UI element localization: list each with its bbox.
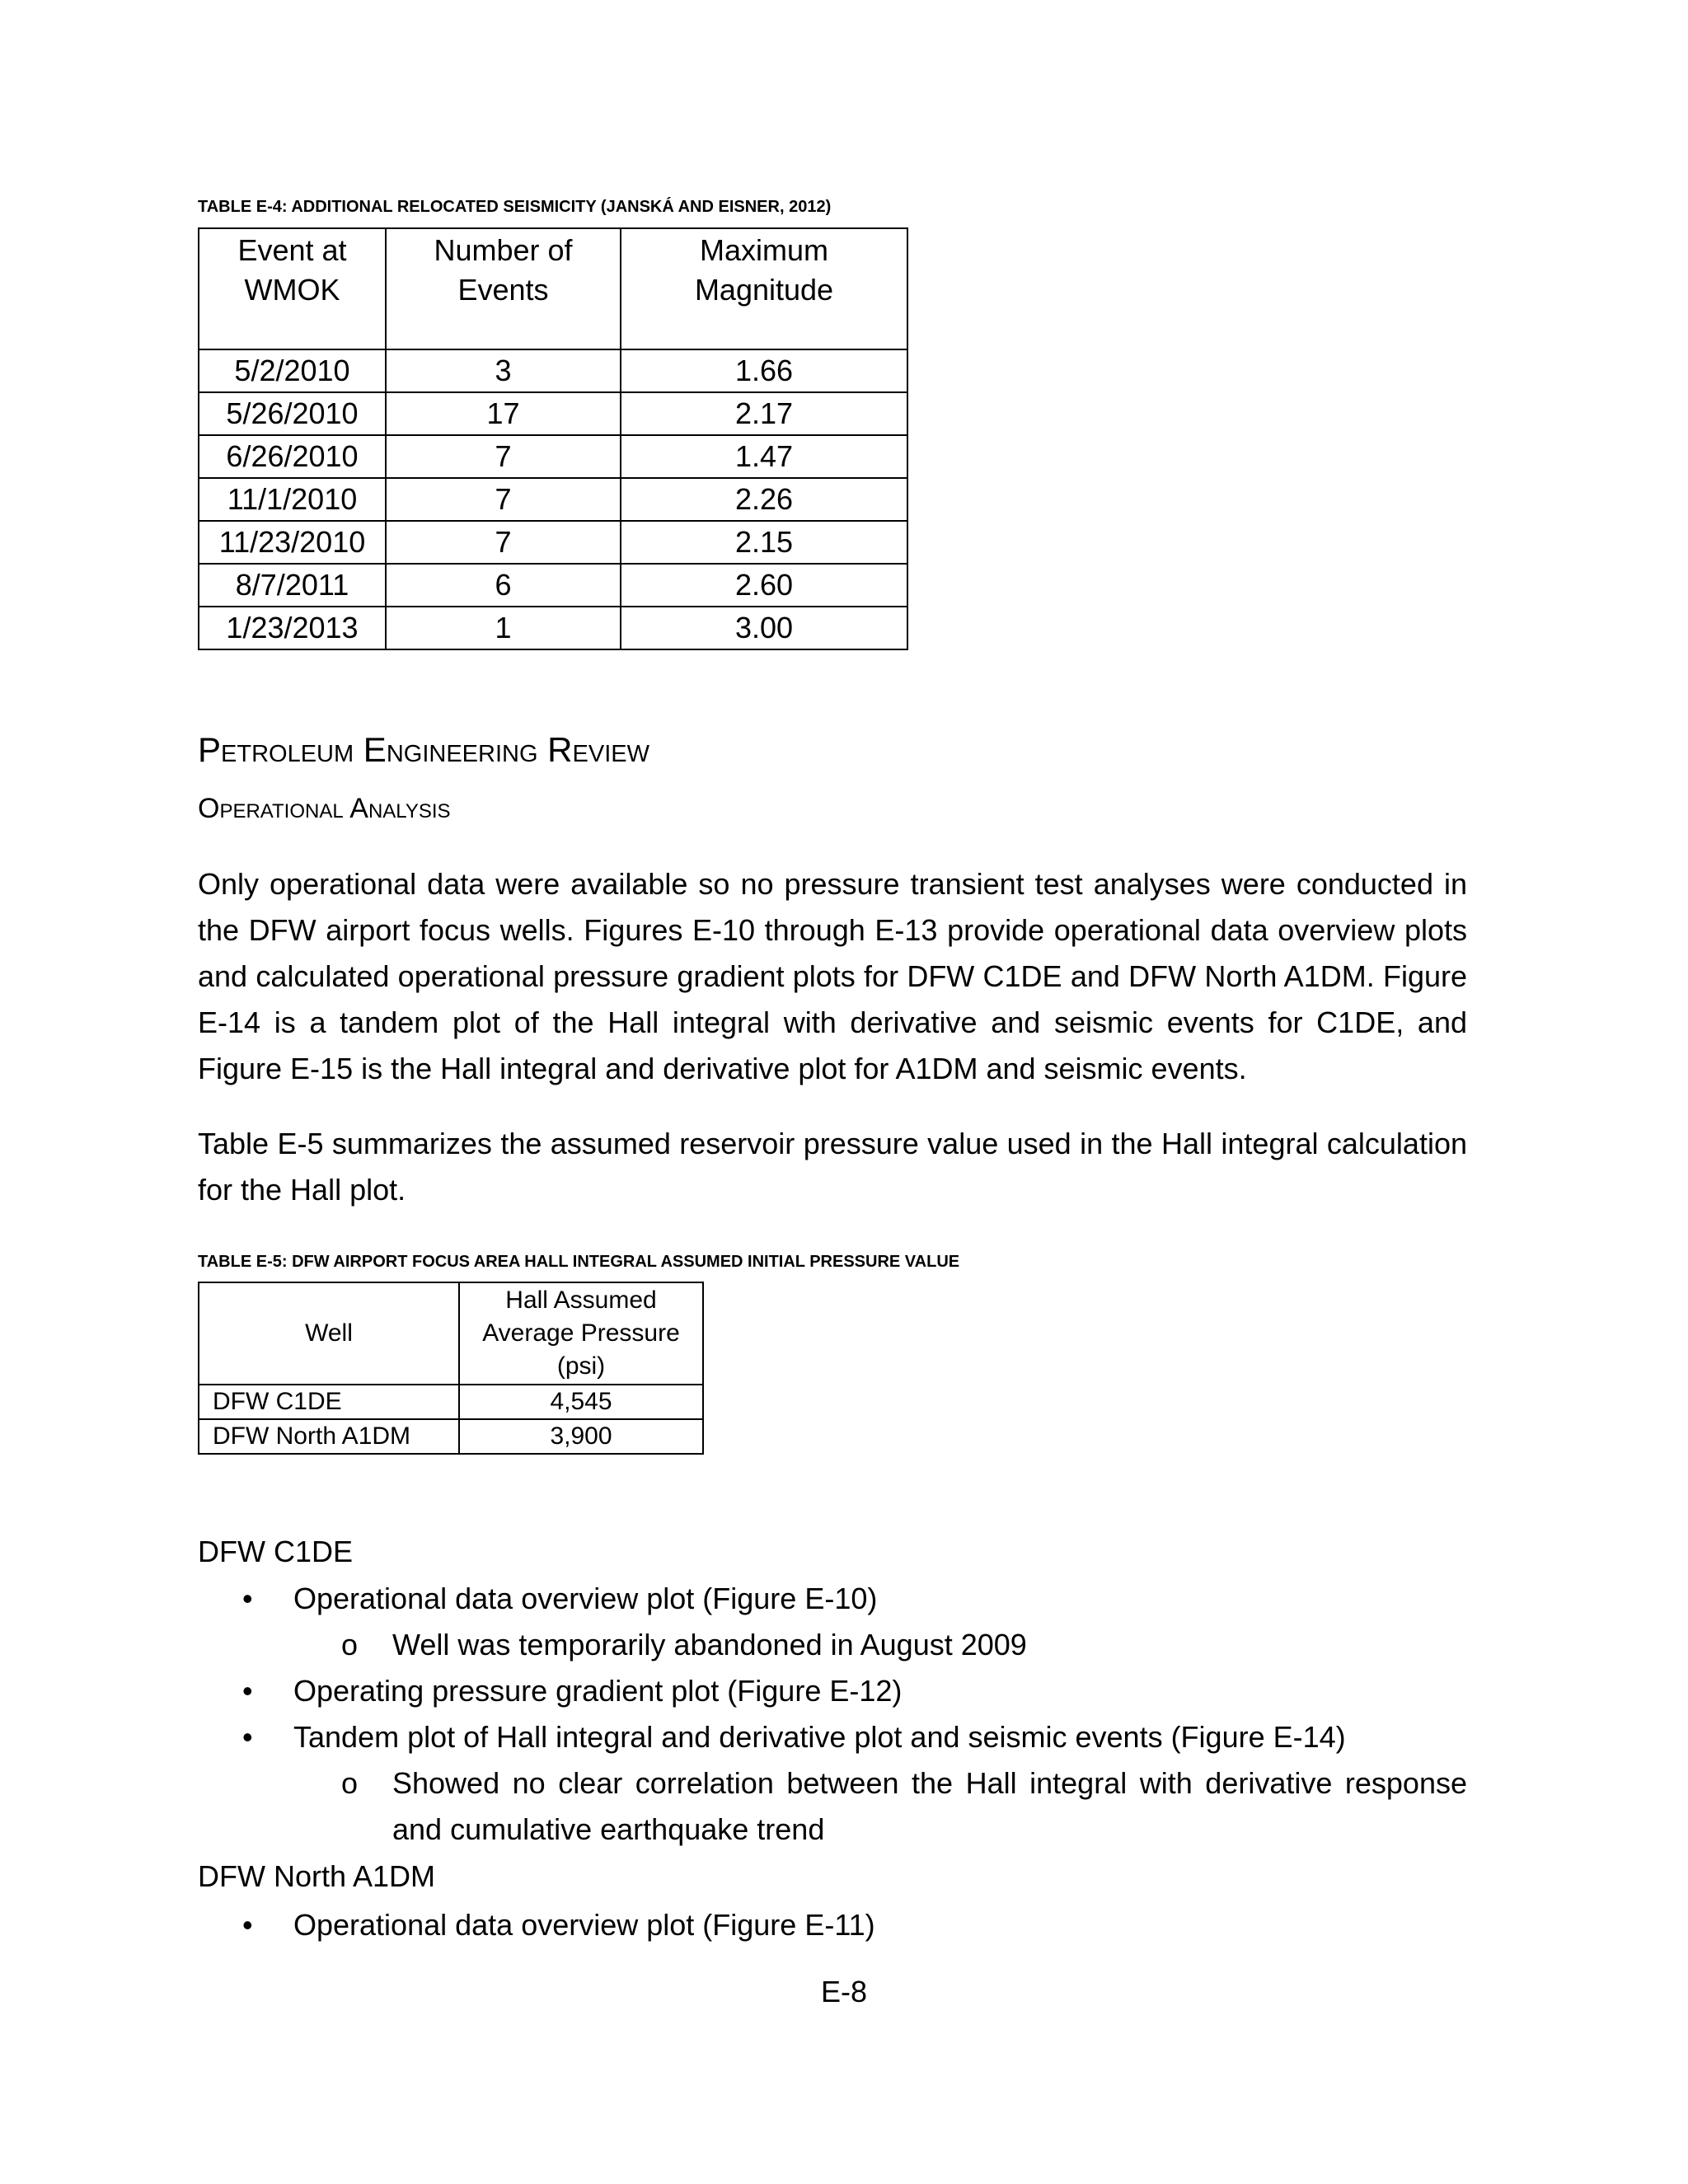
table-row [199, 564, 907, 607]
list-item: • Operating pressure gradient plot (Figure E-12) [293, 1668, 1467, 1714]
table-cell: 1.47 [621, 435, 907, 478]
table-cell: 17 [386, 392, 621, 435]
table-row [199, 1419, 703, 1454]
table-row [199, 478, 907, 521]
column-header: Well [199, 1282, 459, 1385]
table-header-row [199, 1282, 703, 1385]
bullet-icon: • [242, 1674, 253, 1708]
table-row [199, 435, 907, 478]
list-item: o Showed no clear correlation between the Hall integral with derivative response and cumulative earthquake trend [392, 1760, 1467, 1853]
well-c1de-heading: DFW C1DE [198, 1535, 353, 1568]
table-cell: 3,900 [459, 1419, 703, 1454]
table-cell: 7 [386, 521, 621, 564]
table-cell: 2.60 [621, 564, 907, 607]
body-paragraph: Table E-5 summarizes the assumed reservoir pressure value used in the Hall integral calculation for the Hall plot. [198, 1127, 1467, 1207]
table-cell: 11/23/2010 [199, 521, 386, 564]
sub-bullet-icon: o [341, 1766, 359, 1800]
table-e4 [198, 227, 908, 650]
table-cell: 3 [386, 349, 621, 392]
list-item: • Tandem plot of Hall integral and derivative plot and seismic events (Figure E-14) [293, 1714, 1467, 1760]
body-paragraph: Only operational data were available so no pressure transient test analyses were conducted in the DFW airport focus wells. Figures E-10 through E-13 provide operational data overview plots and calculated operational pressure gradient plots for DFW C1DE and DFW North A1DM. Figure E-14 is a tandem plot of the Hall integral with derivative and seismic events for C1DE, and Figure E-15 is the Hall integral and derivative plot for A1DM and seismic events. [198, 867, 1467, 1085]
sub-bullet-icon: o [341, 1628, 359, 1661]
bullet-icon: • [242, 1582, 253, 1615]
column-header: Maximum Magnitude [621, 228, 907, 349]
table-cell: 11/1/2010 [199, 478, 386, 521]
table-cell: 4,545 [459, 1385, 703, 1419]
section-heading: Petroleum Engineering Review [198, 730, 649, 769]
table-header-row [199, 228, 907, 349]
column-header: Hall Assumed Average Pressure (psi) [459, 1282, 703, 1385]
table-cell: 2.17 [621, 392, 907, 435]
table-cell: DFW North A1DM [199, 1419, 459, 1454]
table-cell: 1/23/2013 [199, 607, 386, 649]
well-a1dm-heading: DFW North A1DM [198, 1859, 436, 1893]
list-item: o Well was temporarily abandoned in August 2009 [392, 1622, 1467, 1668]
page-number: E-8 [820, 1975, 868, 2008]
table-row [199, 392, 907, 435]
table-e5 [198, 1282, 704, 1455]
table-cell: 5/26/2010 [199, 392, 386, 435]
table-cell: 2.15 [621, 521, 907, 564]
table-cell: 7 [386, 435, 621, 478]
bullet-icon: • [242, 1720, 253, 1754]
table-row [199, 1385, 703, 1419]
list-item: • Operational data overview plot (Figure E-10) [293, 1576, 1467, 1622]
table-row [199, 607, 907, 649]
column-header: Number of Events [386, 228, 621, 349]
table-row [199, 349, 907, 392]
table-cell: 1.66 [621, 349, 907, 392]
column-header: Event at WMOK [199, 228, 386, 349]
table-cell: 7 [386, 478, 621, 521]
table-e5-caption: TABLE E-5: DFW AIRPORT FOCUS AREA HALL INTEGRAL ASSUMED INITIAL PRESSURE VALUE [198, 1253, 960, 1271]
table-cell: 1 [386, 607, 621, 649]
table-cell: 2.26 [621, 478, 907, 521]
table-e4-caption: TABLE E-4: ADDITIONAL RELOCATED SEISMICITY (JANSKÁ AND EISNER, 2012) [198, 198, 832, 216]
table-cell: 6 [386, 564, 621, 607]
table-cell: 3.00 [621, 607, 907, 649]
table-cell: 8/7/2011 [199, 564, 386, 607]
table-cell: 6/26/2010 [199, 435, 386, 478]
list-item: • Operational data overview plot (Figure E-11) [293, 1902, 1467, 1948]
subsection-heading: Operational Analysis [198, 793, 451, 824]
bullet-icon: • [242, 1908, 253, 1942]
table-cell: DFW C1DE [199, 1385, 459, 1419]
table-row [199, 521, 907, 564]
table-cell: 5/2/2010 [199, 349, 386, 392]
